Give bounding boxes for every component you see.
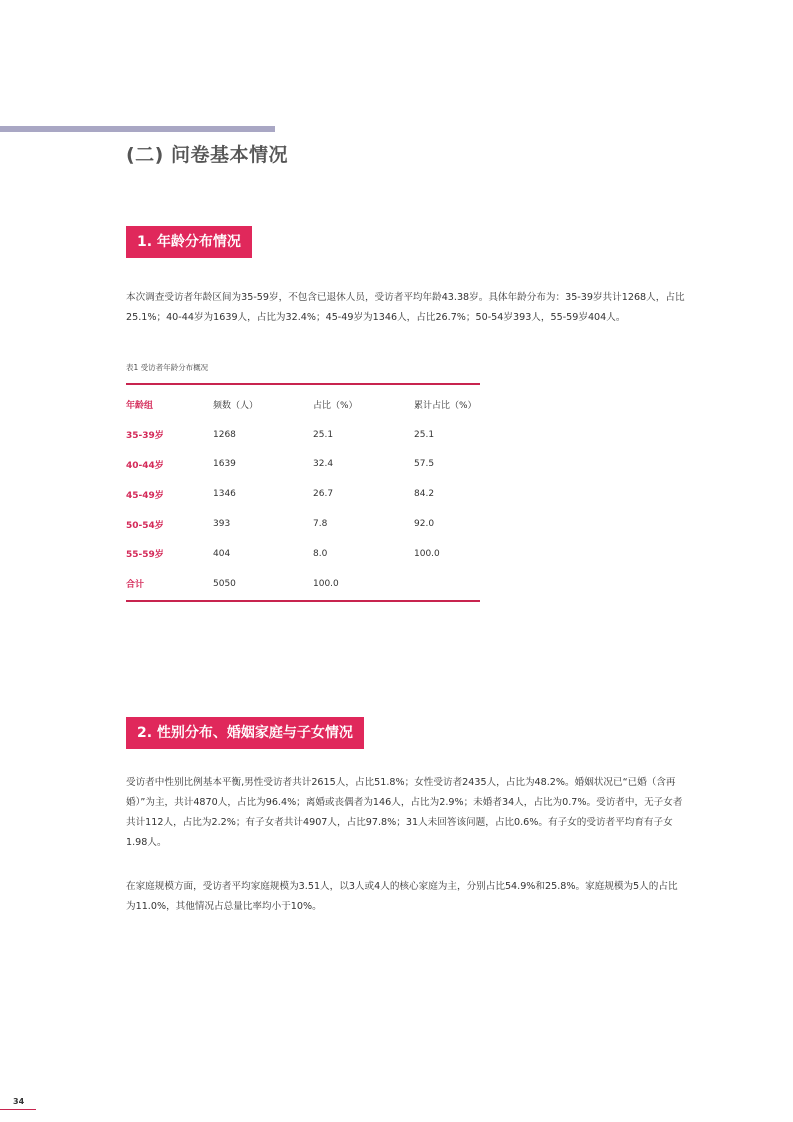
page-number-rule: [0, 1109, 36, 1110]
page-number: 34: [13, 1097, 25, 1106]
gender-marriage-heading: 2. 性别分布、婚姻家庭与子女情况: [126, 717, 364, 749]
row-frequency: 5050: [213, 578, 236, 589]
header-frequency: 频数（人）: [213, 401, 259, 412]
row-percent: 100.0: [313, 578, 339, 589]
table-row: [126, 479, 480, 509]
row-percent: 8.0: [313, 548, 328, 559]
table-row: [126, 509, 480, 539]
row-cumulative-percent: [414, 569, 480, 599]
table-total-row: [126, 569, 480, 599]
table-top-rule: [126, 383, 480, 385]
row-percent: 32.4: [313, 459, 334, 470]
gender-marriage-paragraph: 受访者中性别比例基本平衡,男性受访者共计2615人，占比51.8%；女性受访者2435人，占比为48.2%。婚姻状况已“已婚（含再婚）”为主，共计4870人，占比为96.4%；离婚或丧偶者为146人，占比为2.9%；未婚者34人，占比为0.7%。受访者中，无子女者共计112人，占比为2.2%；有子女者共计4907人，占比97.8%；31人未回答该问题，占比0.6%。有子女的受访者平均育有子女1.98人。: [126, 777, 683, 848]
row-cumulative-percent: 100.0: [414, 548, 440, 559]
row-percent: 25.1: [313, 429, 334, 440]
table-row: [126, 420, 480, 450]
top-decorative-bar: [0, 126, 275, 132]
age-distribution-table: [126, 390, 480, 599]
row-frequency: 393: [213, 519, 231, 530]
header-cumulative-percent: 累计占比（%）: [414, 401, 477, 412]
table-header-row: [126, 390, 480, 420]
row-age-group: 35-39岁: [126, 431, 164, 442]
row-age-group: 55-59岁: [126, 550, 164, 561]
row-percent: 7.8: [313, 519, 328, 530]
row-frequency: 1346: [213, 489, 236, 500]
row-age-group: 45-49岁: [126, 490, 164, 501]
row-cumulative-percent: 92.0: [414, 519, 435, 530]
row-age-group: 合计: [126, 580, 145, 591]
row-frequency: 404: [213, 548, 231, 559]
section-title: (二) 问卷基本情况: [126, 144, 288, 166]
header-percent: 占比（%）: [313, 401, 358, 412]
row-frequency: 1268: [213, 429, 236, 440]
table-caption: 表1 受访者年龄分布概况: [126, 363, 209, 372]
row-frequency: 1639: [213, 459, 236, 470]
table-bottom-rule: [126, 600, 480, 602]
table-row: [126, 539, 480, 569]
row-cumulative-percent: 84.2: [414, 489, 435, 500]
row-cumulative-percent: 25.1: [414, 429, 435, 440]
age-distribution-paragraph: 本次调查受访者年龄区间为35-59岁，不包含已退休人员，受访者平均年龄43.38岁。具体年龄分布为：35-39岁共计1268人，占比25.1%；40-44岁为1639人，占比为32.4%；45-49岁为1346人，占比26.7%；50-54岁393人，55-59岁404人。: [126, 292, 685, 323]
table-row: [126, 450, 480, 480]
header-age-group: 年龄组: [126, 401, 154, 412]
family-size-paragraph: 在家庭规模方面，受访者平均家庭规模为3.51人，以3人或4人的核心家庭为主，分别占比54.9%和25.8%。家庭规模为5人的占比为11.0%，其他情况占总量比率均小于10%。: [126, 881, 678, 912]
age-distribution-heading: 1. 年龄分布情况: [126, 226, 252, 258]
row-percent: 26.7: [313, 489, 334, 500]
row-cumulative-percent: 57.5: [414, 459, 435, 470]
row-age-group: 50-54岁: [126, 520, 164, 531]
row-age-group: 40-44岁: [126, 460, 164, 471]
